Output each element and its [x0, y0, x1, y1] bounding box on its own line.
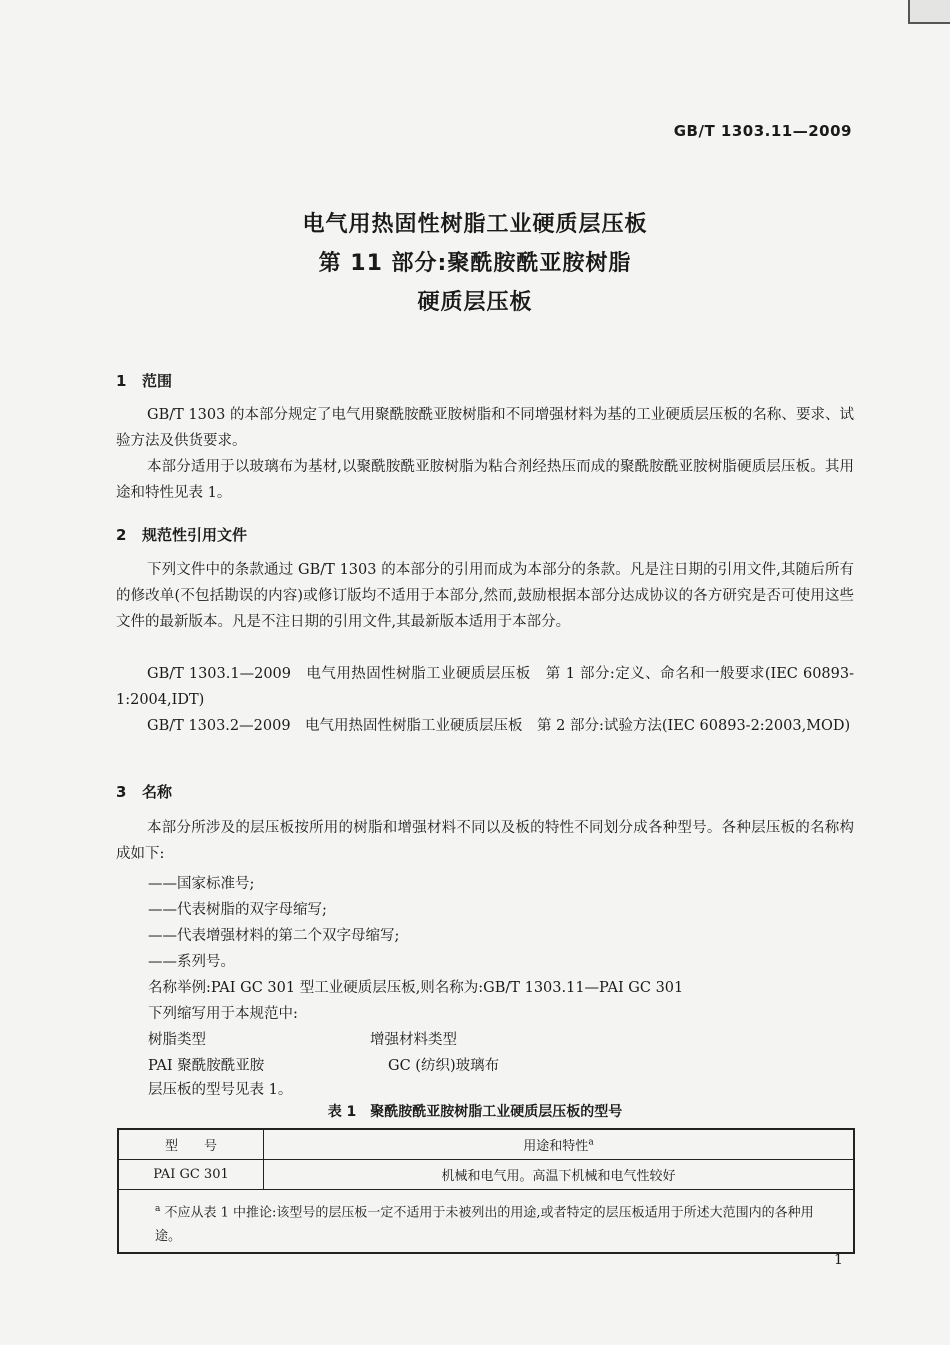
standard-number: GB/T 1303.11—2009 — [673, 122, 852, 140]
name-example: 名称举例:PAI GC 301 型工业硬质层压板,则名称为:GB/T 1303.11—PAI GC 301 — [148, 980, 684, 996]
resin-type-value: PAI 聚酰胺酰亚胺 — [148, 1058, 265, 1074]
reinforcement-type-heading: 增强材料类型 — [370, 1032, 457, 1048]
page-corner-mark — [908, 0, 950, 24]
section-heading-1 — [116, 370, 172, 391]
paragraph: 本部分所涉及的层压板按所用的树脂和增强材料不同以及板的特性不同划分成各种型号。各种层压板的名称构成如下: — [116, 820, 854, 862]
footnote-mark: a — [588, 1137, 594, 1148]
paragraph: 下列文件中的条款通过 GB/T 1303 的本部分的引用而成为本部分的条款。凡是注日期的引用文件,其随后所有的修改单(不包括勘误的内容)或修订版均不适用于本部分,然而,鼓励根据本部分达成协议的各方研究是否可使用这些文件的最新版本。凡是不注日期的引用文件,其最新版本适用于本部分。 — [116, 562, 854, 630]
table-reference: 层压板的型号见表 1。 — [148, 1082, 293, 1098]
type-table — [117, 1128, 855, 1254]
paragraph: 本部分适用于以玻璃布为基材,以聚酰胺酰亚胺树脂为粘合剂经热压而成的聚酰胺酰亚胺树脂硬质层压板。其用途和特性见表 1。 — [116, 459, 854, 501]
table-footnote — [118, 1190, 854, 1254]
reference-entry: GB/T 1303.2—2009 电气用热固性树脂工业硬质层压板 第 2 部分:试验方法(IEC 60893-2:2003,MOD) — [147, 718, 851, 734]
section-number: 2 — [116, 526, 127, 544]
section-title: 名称 — [142, 783, 173, 801]
footnote-text: 不应从表 1 中推论:该型号的层压板一定不适用于未被列出的用途,或者特定的层压板适用于所述大范围内的各种用途。 — [155, 1205, 814, 1245]
table-footnote-row — [118, 1190, 854, 1254]
reference-entry: GB/T 1303.1—2009 电气用热固性树脂工业硬质层压板 第 1 部分:定义、命名和一般要求(IEC 60893-1:2004,IDT) — [116, 666, 854, 708]
title-line-1: 电气用热固性树脂工业硬质层压板 — [302, 212, 648, 237]
table-caption: 表 1 聚酰胺酰亚胺树脂工业硬质层压板的型号 — [327, 1104, 623, 1120]
title-line-3: 硬质层压板 — [417, 290, 533, 315]
section-heading-2 — [116, 524, 247, 545]
table-cell: PAI GC 301 — [118, 1160, 264, 1190]
reinforcement-type-value: GC (纺织)玻璃布 — [388, 1058, 500, 1074]
dash-list-item: ——系列号。 — [148, 954, 235, 970]
section-number: 1 — [116, 372, 127, 390]
page-number: 1 — [834, 1252, 843, 1268]
dash-list-item: ——代表树脂的双字母缩写; — [148, 902, 327, 918]
section-heading-3 — [116, 781, 172, 802]
footnote-mark: a — [155, 1203, 161, 1214]
resin-type-heading: 树脂类型 — [148, 1032, 206, 1048]
table-cell: 机械和电气用。高温下机械和电气性较好 — [264, 1160, 855, 1190]
table-row — [118, 1160, 854, 1190]
paragraph: GB/T 1303 的本部分规定了电气用聚酰胺酰亚胺树脂和不同增强材料为基的工业硬质层压板的名称、要求、试验方法及供货要求。 — [116, 407, 854, 449]
section-title: 规范性引用文件 — [142, 526, 248, 544]
dash-list-item: ——国家标准号; — [148, 876, 255, 892]
table-header-cell: 型 号 — [118, 1129, 264, 1160]
dash-list-item: ——代表增强材料的第二个双字母缩写; — [148, 928, 400, 944]
title-line-2: 第 11 部分:聚酰胺酰亚胺树脂 — [318, 251, 632, 276]
table-header-cell: 用途和特性$^a$ — [264, 1129, 855, 1160]
section-number: 3 — [116, 783, 127, 801]
section-title: 范围 — [142, 372, 173, 390]
table-header-row — [118, 1129, 854, 1160]
abbreviation-intro: 下列缩写用于本规范中: — [148, 1006, 298, 1022]
